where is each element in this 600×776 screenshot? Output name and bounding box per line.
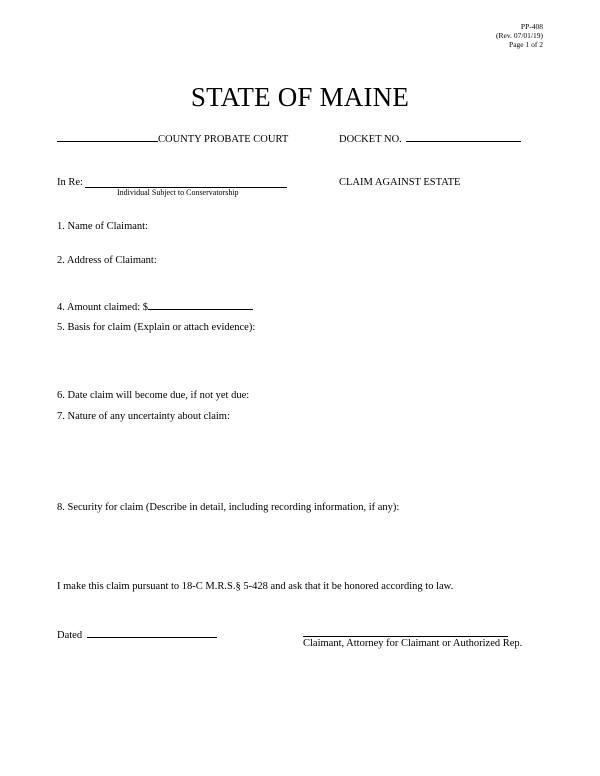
item-basis-for-claim: 5. Basis for claim (Explain or attach evidence): xyxy=(57,322,256,333)
claim-statement: I make this claim pursuant to 18-C M.R.S.§ 5-428 and ask that it be honored according to law. xyxy=(57,581,454,592)
page-title: STATE OF MAINE xyxy=(190,82,410,112)
docket-label: DOCKET NO. xyxy=(339,134,402,145)
docket-row xyxy=(339,131,521,146)
signer-caption: Claimant, Attorney for Claimant or Authorized Rep. xyxy=(303,638,523,649)
item-name-of-claimant: 1. Name of Claimant: xyxy=(57,221,148,232)
signature-line[interactable] xyxy=(303,636,508,637)
item-address-of-claimant: 2. Address of Claimant: xyxy=(57,255,157,266)
item-amount-claimed: 4. Amount claimed: $ xyxy=(57,302,148,313)
dated-row xyxy=(57,627,217,642)
amount-field[interactable] xyxy=(148,299,253,310)
item-security-for-claim: 8. Security for claim (Describe in detail, including recording information, if any): xyxy=(57,502,400,513)
docket-number-field[interactable] xyxy=(406,131,521,142)
item-nature-of-uncertainty: 7. Nature of any uncertainty about claim: xyxy=(57,411,230,422)
amount-row xyxy=(57,299,253,314)
page-number: Page 1 of 2 xyxy=(509,40,543,49)
county-court-row xyxy=(57,131,288,146)
county-court-label: COUNTY PROBATE COURT xyxy=(158,134,289,145)
document-title: CLAIM AGAINST ESTATE xyxy=(339,177,461,188)
item-date-due: 6. Date claim will become due, if not yet due: xyxy=(57,390,250,401)
dated-label: Dated xyxy=(57,630,83,641)
dated-field[interactable] xyxy=(87,627,217,638)
county-name-field[interactable] xyxy=(57,131,158,142)
form-number: PP-408 xyxy=(520,22,543,31)
form-revision: (Rev. 07/01/19) xyxy=(495,31,543,40)
in-re-caption: Individual Subject to Conservatorship xyxy=(117,188,239,197)
in-re-label: In Re: xyxy=(57,177,83,188)
